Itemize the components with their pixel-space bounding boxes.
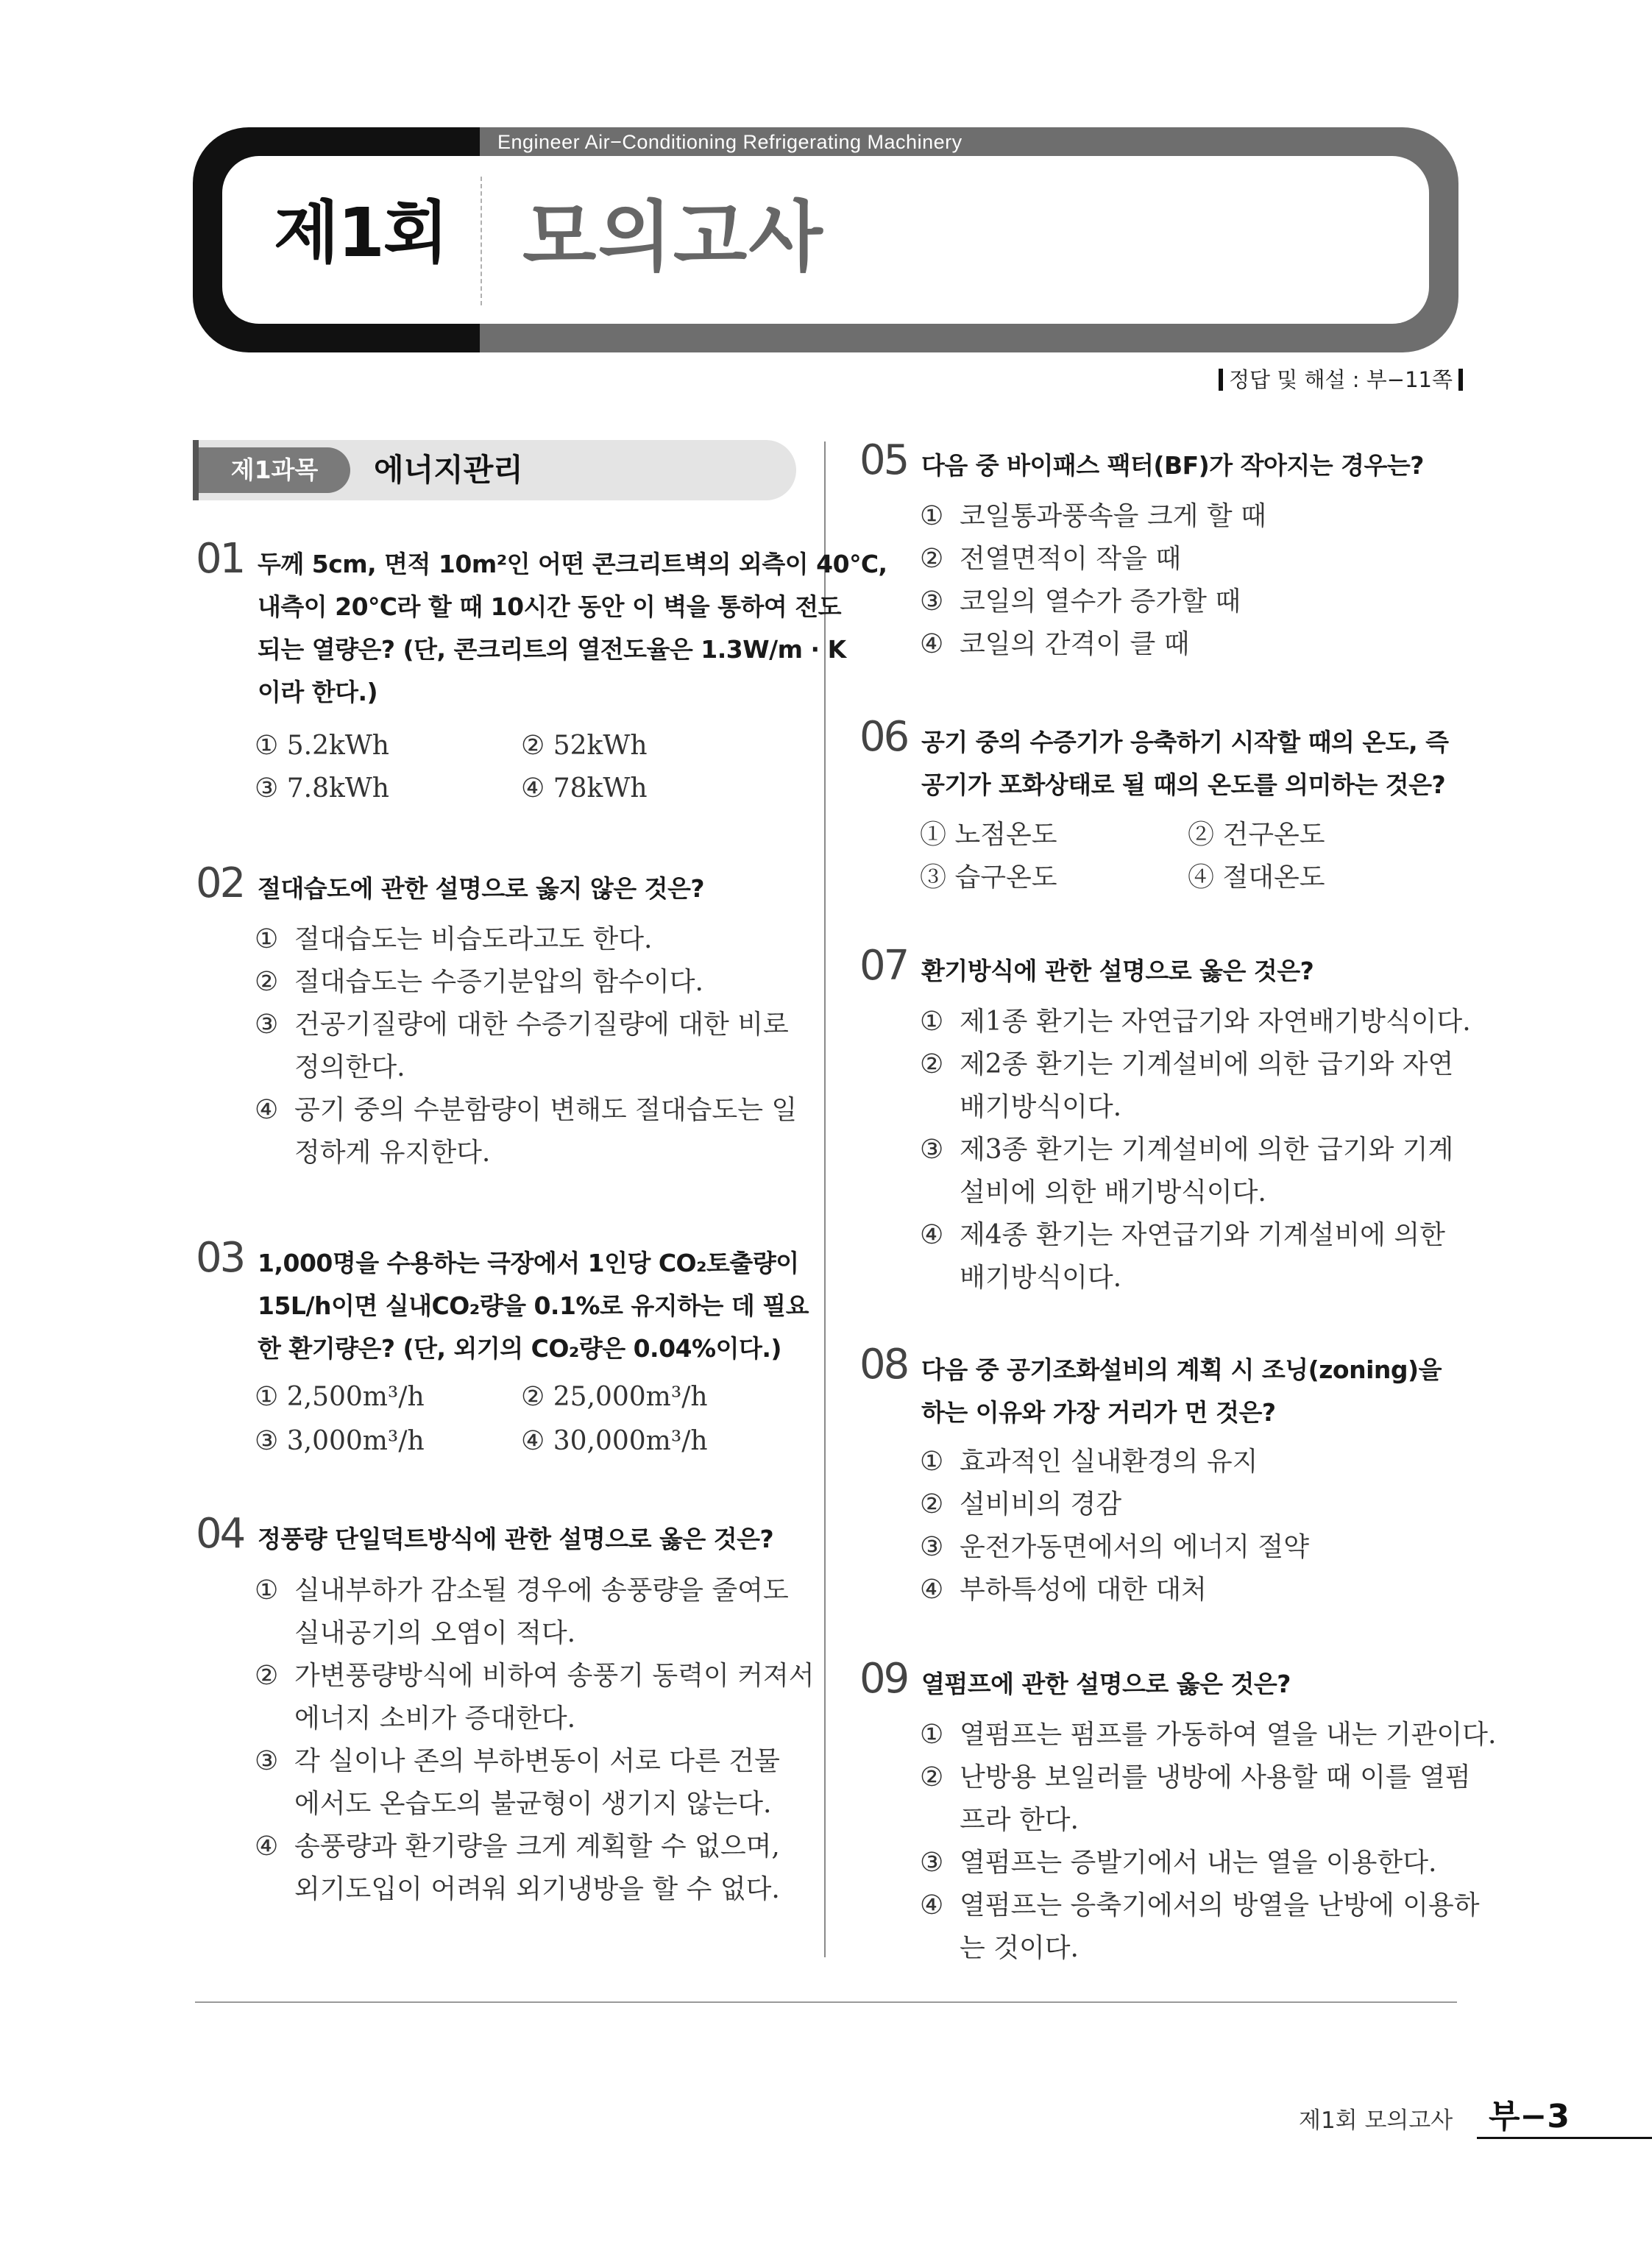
question-line: 다음 중 공기조화설비의 계획 시 조닝(zoning)을 xyxy=(921,1355,1442,1384)
option-4[interactable]: ④ 78kWh xyxy=(521,773,648,804)
option-number: ③ xyxy=(920,1135,944,1165)
option-4[interactable] xyxy=(920,1214,1471,1299)
option-text: 코일의 열수가 증가할 때 xyxy=(960,586,1241,617)
options-list xyxy=(920,1714,1496,1970)
option-number: ① xyxy=(920,1007,944,1037)
question-line: 내측이 20℃라 할 때 10시간 동안 이 벽을 통하여 전도 xyxy=(258,592,842,621)
option-1[interactable] xyxy=(920,1001,1471,1043)
option-text-cont: 배기방식이다. xyxy=(960,1263,1122,1293)
options-list xyxy=(255,918,797,1174)
question-number: 04 xyxy=(196,1510,244,1558)
question-text xyxy=(921,444,1424,487)
question-line: 절대습도에 관한 설명으로 옳지 않은 것은? xyxy=(258,874,705,903)
question-line: 되는 열량은? (단, 콘크리트의 열전도율은 1.3W/m · K xyxy=(258,635,846,664)
answer-reference-text: 정답 및 해설 : 부−11쪽 xyxy=(1229,367,1453,392)
option-2[interactable] xyxy=(255,1655,815,1740)
option-3[interactable]: ③ 7.8kWh xyxy=(255,773,389,804)
option-4[interactable]: ④ 30,000m³/h xyxy=(521,1426,708,1456)
option-text-cont: 외기도입이 어려워 외기냉방을 할 수 없다. xyxy=(294,1874,780,1904)
bar-mark-icon xyxy=(1219,369,1223,391)
option-2[interactable]: ② 25,000m³/h xyxy=(521,1382,708,1412)
option-text: 코일통과풍속을 크게 할 때 xyxy=(960,501,1266,531)
option-number: ① xyxy=(920,501,944,531)
option-2[interactable]: ② 52kWh xyxy=(521,731,648,761)
option-3[interactable]: ③ 습구온도 xyxy=(920,862,1057,893)
option-3[interactable] xyxy=(920,1526,1309,1569)
question-number: 09 xyxy=(859,1655,908,1703)
option-3[interactable] xyxy=(920,1129,1471,1214)
options-list xyxy=(920,495,1266,666)
bottom-rule xyxy=(195,2001,1457,2003)
question-text xyxy=(921,1349,1442,1434)
option-text: 실내부하가 감소될 경우에 송풍량을 줄여도 xyxy=(294,1575,789,1606)
subject-tab: 제1과목 xyxy=(199,447,350,493)
question-line: 열펌프에 관한 설명으로 옳은 것은? xyxy=(921,1670,1291,1698)
option-number: ④ xyxy=(920,1890,944,1921)
option-number: ① xyxy=(255,1575,279,1606)
option-number: ④ xyxy=(920,1220,944,1250)
option-3[interactable] xyxy=(920,581,1266,623)
option-text: 설비비의 경감 xyxy=(960,1489,1122,1519)
footer-label: 제1회 모의고사 xyxy=(1299,2107,1453,2134)
option-text: 열펌프는 응축기에서의 방열을 난방에 이용하 xyxy=(960,1890,1480,1921)
option-3[interactable] xyxy=(255,1004,797,1089)
question-number: 07 xyxy=(859,942,908,990)
option-text-cont: 설비에 의한 배기방식이다. xyxy=(960,1177,1266,1207)
option-number: ③ xyxy=(920,586,944,617)
option-number: ② xyxy=(255,967,279,997)
option-text: 제4종 환기는 자연급기와 기계설비에 의한 xyxy=(960,1220,1445,1250)
option-2[interactable] xyxy=(920,1756,1496,1842)
question-number: 03 xyxy=(196,1234,244,1282)
subject-name: 에너지관리 xyxy=(374,452,523,488)
option-2[interactable] xyxy=(920,1043,1471,1129)
option-1[interactable]: ① 2,500m³/h xyxy=(255,1382,425,1412)
question-text xyxy=(258,868,704,910)
option-number: ② xyxy=(920,1049,944,1079)
bar-mark-icon xyxy=(1458,369,1463,391)
option-number: ③ xyxy=(920,1848,944,1878)
option-4[interactable] xyxy=(920,1569,1309,1611)
option-text-cont: 배기방식이다. xyxy=(960,1092,1122,1122)
option-1[interactable] xyxy=(920,495,1266,538)
options-list xyxy=(920,1441,1309,1611)
option-1[interactable] xyxy=(255,1570,815,1655)
question-line: 1,000명을 수용하는 극장에서 1인당 CO₂토출량이 xyxy=(258,1249,799,1277)
option-text-cont: 는 것이다. xyxy=(960,1933,1079,1963)
option-text: 부하특성에 대한 대처 xyxy=(960,1575,1207,1605)
option-1[interactable] xyxy=(920,1441,1309,1483)
option-number: ① xyxy=(920,1447,944,1477)
header-divider xyxy=(481,177,482,305)
option-number: ③ xyxy=(920,1532,944,1562)
option-text: 각 실이나 존의 부하변동이 서로 다른 건물 xyxy=(294,1746,780,1776)
option-number: ④ xyxy=(920,1575,944,1605)
option-number: ① xyxy=(255,924,279,954)
option-text: 열펌프는 증발기에서 내는 열을 이용한다. xyxy=(960,1848,1437,1878)
question-line: 두께 5cm, 면적 10m²인 어떤 콘크리트벽의 외측이 40℃, xyxy=(258,550,887,578)
exam-round: 제1회 xyxy=(274,194,447,272)
option-text: 가변풍량방식에 비하여 송풍기 동력이 커져서 xyxy=(294,1661,815,1691)
question-line: 하는 이유와 가장 거리가 먼 것은? xyxy=(921,1398,1276,1427)
option-text: 건공기질량에 대한 수증기질량에 대한 비로 xyxy=(294,1010,789,1040)
question-line: 정풍량 단일덕트방식에 관한 설명으로 옳은 것은? xyxy=(258,1525,774,1553)
option-text: 효과적인 실내환경의 유지 xyxy=(960,1447,1258,1477)
answer-reference xyxy=(1219,365,1463,394)
option-number: ③ xyxy=(255,1746,279,1776)
question-line: 다음 중 바이패스 팩터(BF)가 작아지는 경우는? xyxy=(921,451,1424,480)
question-line: 한 환기량은? (단, 외기의 CO₂량은 0.04%이다.) xyxy=(258,1334,781,1363)
option-text: 송풍량과 환기량을 크게 계획할 수 없으며, xyxy=(294,1831,780,1862)
question-number: 01 xyxy=(196,535,244,583)
option-text: 코일의 간격이 클 때 xyxy=(960,629,1190,659)
question-number: 08 xyxy=(859,1341,908,1389)
question-text xyxy=(258,543,887,714)
option-number: ④ xyxy=(920,629,944,659)
question-number: 02 xyxy=(196,859,244,907)
question-number: 06 xyxy=(859,713,908,761)
question-text xyxy=(258,1518,773,1561)
option-2[interactable] xyxy=(255,961,797,1004)
question-line: 15L/h이면 실내CO₂량을 0.1%로 유지하는 데 필요 xyxy=(258,1291,809,1320)
option-number: ④ xyxy=(255,1095,279,1125)
option-text: 제1종 환기는 자연급기와 자연배기방식이다. xyxy=(960,1007,1471,1037)
option-3[interactable]: ③ 3,000m³/h xyxy=(255,1426,425,1456)
question-number: 05 xyxy=(859,436,908,484)
question-text xyxy=(921,1663,1291,1706)
option-text-cont: 프라 한다. xyxy=(960,1805,1079,1835)
option-2[interactable] xyxy=(920,1483,1309,1526)
option-text-cont: 정하게 유지한다. xyxy=(294,1138,491,1168)
option-number: ② xyxy=(920,544,944,574)
option-3[interactable] xyxy=(255,1740,815,1826)
option-text: 절대습도는 비습도라고도 한다. xyxy=(294,924,653,954)
option-text: 공기 중의 수분함량이 변해도 절대습도는 일 xyxy=(294,1095,798,1125)
header-subtitle: Engineer Air−Conditioning Refrigerating Machinery xyxy=(497,131,963,153)
option-text-cont: 정의한다. xyxy=(294,1052,405,1082)
option-1[interactable]: ① 5.2kWh xyxy=(255,731,389,761)
question-text xyxy=(921,721,1449,806)
option-4[interactable] xyxy=(255,1089,797,1174)
option-text-cont: 에너지 소비가 증대한다. xyxy=(294,1703,576,1734)
option-text: 절대습도는 수증기분압의 함수이다. xyxy=(294,967,703,997)
option-4[interactable] xyxy=(255,1826,815,1911)
option-text-cont: 실내공기의 오염이 적다. xyxy=(294,1618,576,1648)
option-text: 전열면적이 작을 때 xyxy=(960,544,1182,574)
option-1[interactable]: ① 노점온도 xyxy=(920,820,1057,850)
option-4[interactable]: ④ 절대온도 xyxy=(1188,862,1325,893)
options-list xyxy=(255,1570,815,1911)
option-text: 운전가동면에서의 에너지 절약 xyxy=(960,1532,1309,1562)
option-number: ③ xyxy=(255,1010,279,1040)
option-2[interactable] xyxy=(920,538,1266,581)
question-text xyxy=(258,1242,809,1370)
question-line: 환기방식에 관한 설명으로 옳은 것은? xyxy=(921,957,1314,985)
question-line: 공기 중의 수증기가 응축하기 시작할 때의 온도, 즉 xyxy=(921,728,1449,756)
options-list xyxy=(920,1001,1471,1299)
option-number: ① xyxy=(920,1720,944,1750)
option-text: 제3종 환기는 기계설비에 의한 급기와 기계 xyxy=(960,1135,1454,1165)
option-1[interactable] xyxy=(255,918,797,961)
question-text xyxy=(921,950,1314,993)
option-number: ② xyxy=(920,1489,944,1519)
option-number: ④ xyxy=(255,1831,279,1862)
page-number: 부−3 xyxy=(1489,2098,1570,2135)
page-title: 모의고사 xyxy=(522,192,824,282)
option-text: 열펌프는 펌프를 가동하여 열을 내는 기관이다. xyxy=(960,1720,1497,1750)
question-line: 공기가 포화상태로 될 때의 온도를 의미하는 것은? xyxy=(921,770,1446,799)
option-4[interactable] xyxy=(920,623,1266,666)
option-text: 난방용 보일러를 냉방에 사용할 때 이를 열펌 xyxy=(960,1762,1471,1792)
option-1[interactable] xyxy=(920,1714,1496,1756)
option-text: 제2종 환기는 기계설비에 의한 급기와 자연 xyxy=(960,1049,1454,1079)
question-line: 이라 한다.) xyxy=(258,678,378,706)
option-number: ② xyxy=(920,1762,944,1792)
option-number: ② xyxy=(255,1661,279,1691)
option-3[interactable] xyxy=(920,1842,1496,1884)
footer-rule xyxy=(1477,2137,1652,2139)
option-2[interactable]: ② 건구온도 xyxy=(1188,820,1325,850)
option-4[interactable] xyxy=(920,1884,1496,1970)
option-text-cont: 에서도 온습도의 불균형이 생기지 않는다. xyxy=(294,1789,772,1819)
